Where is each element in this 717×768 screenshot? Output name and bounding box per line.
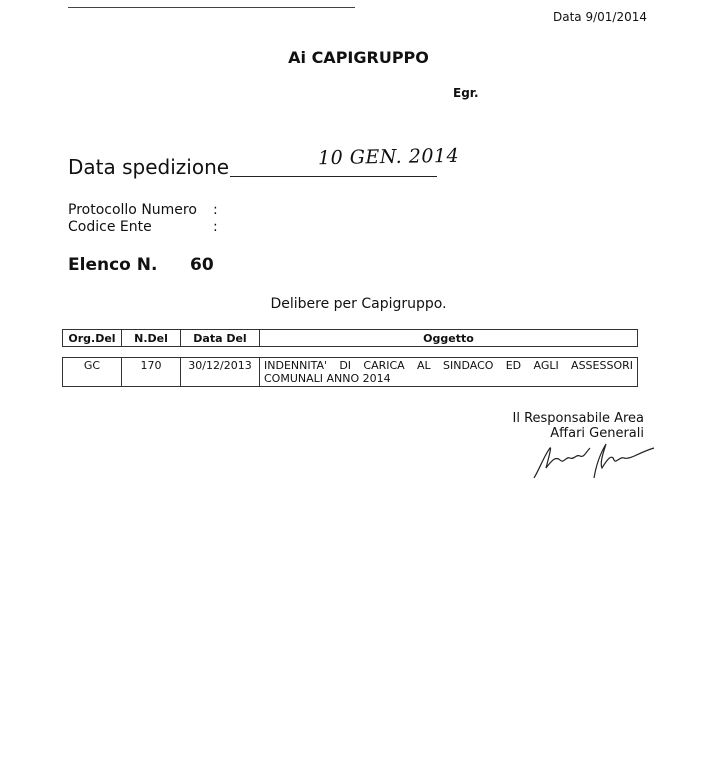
responsabile-line1: Il Responsabile Area [512, 411, 644, 426]
responsabile-block [512, 411, 644, 441]
responsabile-line2: Affari Generali [550, 426, 644, 441]
recipient-title: Ai CAPIGRUPPO [288, 48, 429, 67]
table-header [62, 329, 638, 347]
cell-num: 170 [122, 358, 181, 387]
protocollo-colon: : [213, 202, 218, 218]
delibere-table [62, 357, 638, 387]
codice-ente-label: Codice Ente [68, 219, 152, 235]
cell-org: GC [63, 358, 122, 387]
salutation: Egr. [453, 86, 479, 100]
header-date: Data Del [181, 330, 260, 347]
data-spedizione-label: Data spedizione [68, 155, 230, 179]
header-org: Org.Del [63, 330, 122, 347]
cell-date: 30/12/2013 [181, 358, 260, 387]
handwritten-signature [530, 438, 660, 482]
codice-ente-colon: : [213, 219, 218, 235]
document-date: Data 9/01/2014 [553, 10, 647, 24]
elenco-number: 60 [190, 255, 214, 275]
data-spedizione-underline [230, 176, 437, 177]
cell-oggetto: INDENNITA' DI CARICA AL SINDACO ED AGLI ASSESSORI COMUNALI ANNO 2014 [260, 358, 638, 387]
protocollo-label: Protocollo Numero [68, 202, 197, 218]
data-spedizione-stamp: 10 GEN. 2014 [317, 144, 460, 170]
top-rule [68, 7, 355, 8]
list-caption: Delibere per Capigruppo. [270, 296, 447, 312]
table-row [63, 358, 638, 387]
header-num: N.Del [122, 330, 181, 347]
header-oggetto: Oggetto [260, 330, 638, 347]
elenco-label: Elenco N. [68, 255, 158, 275]
